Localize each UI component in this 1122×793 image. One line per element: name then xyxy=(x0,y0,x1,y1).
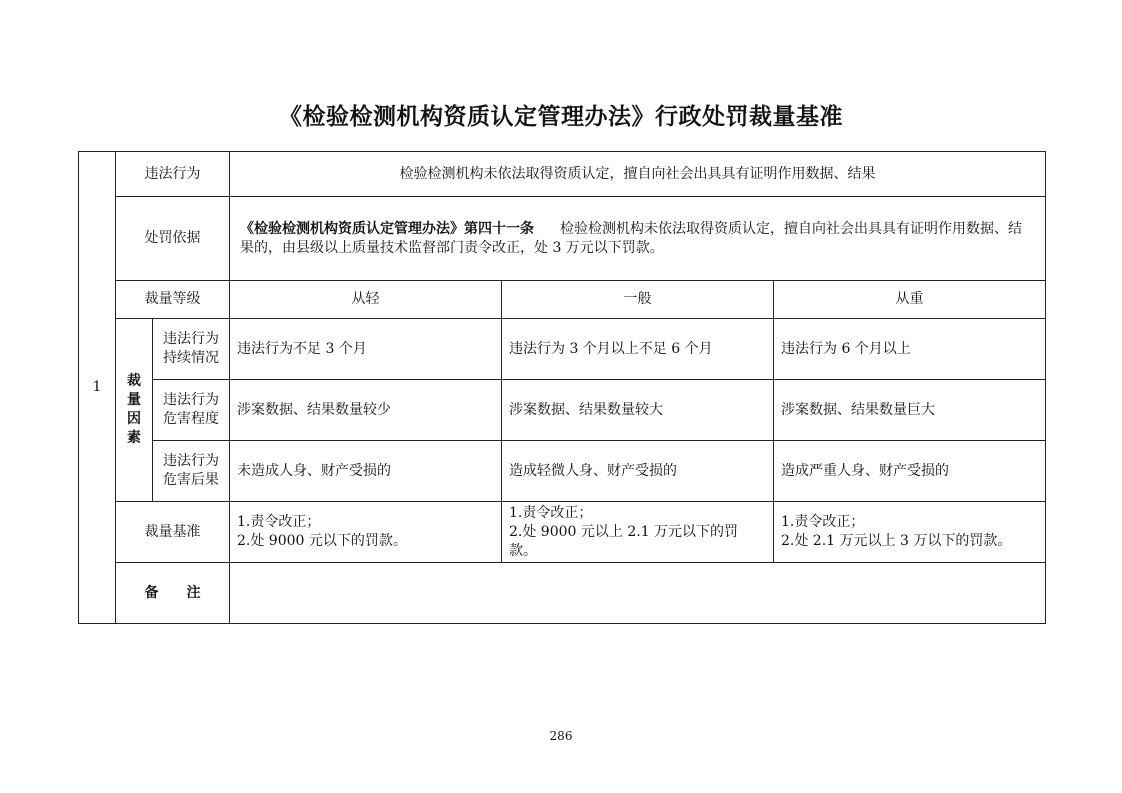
row-number: 1 xyxy=(79,152,116,624)
standard-heavy xyxy=(774,502,1046,563)
standard-line: 2.处 9000 元以上 2.1 万元以下的罚款。 xyxy=(509,523,739,559)
basis-text: 检验检测机构未依法取得资质认定，擅自向社会出具具有证明作用数据、结果的，由县级以上质量技术监督部门责令改正，处 3 万元以下罚款。 xyxy=(240,220,1022,256)
level-light: 从轻 xyxy=(230,281,502,319)
factors-label-char: 量 xyxy=(127,392,141,408)
document-title: 《检验检测机构资质认定管理办法》行政处罚裁量基准 xyxy=(279,104,843,130)
penalty-discretion-table xyxy=(78,151,1046,624)
factor-normal: 涉案数据、结果数量较大 xyxy=(502,380,774,441)
standard-line: 1.责令改正； xyxy=(237,514,321,530)
standard-label: 裁量基准 xyxy=(116,502,230,563)
remarks-text xyxy=(230,563,1046,624)
factor-name xyxy=(153,319,230,380)
page-number: 286 xyxy=(549,729,573,743)
factor-normal: 造成轻微人身、财产受损的 xyxy=(502,441,774,502)
violation-text: 检验检测机构未依法取得资质认定，擅自向社会出具具有证明作用数据、结果 xyxy=(230,152,1046,197)
factor-light: 未造成人身、财产受损的 xyxy=(230,441,502,502)
levels-label: 裁量等级 xyxy=(116,281,230,319)
factor-heavy: 造成严重人身、财产受损的 xyxy=(774,441,1046,502)
factor-row xyxy=(79,380,1046,441)
factor-name-line: 危害程度 xyxy=(163,411,219,427)
factor-name-line: 违法行为 xyxy=(163,392,219,408)
standard-normal xyxy=(502,502,774,563)
violation-row xyxy=(79,152,1046,197)
factors-label xyxy=(116,319,153,502)
factor-name-line: 违法行为 xyxy=(163,453,219,469)
remarks-label: 备 注 xyxy=(116,563,230,624)
factor-name xyxy=(153,441,230,502)
factors-label-char: 裁 xyxy=(127,373,141,389)
standard-line: 1.责令改正； xyxy=(509,504,593,521)
factor-name-line: 持续情况 xyxy=(163,350,219,366)
factor-name-line: 违法行为 xyxy=(163,331,219,347)
factor-light: 违法行为不足 3 个月 xyxy=(230,319,502,380)
level-normal: 一般 xyxy=(502,281,774,319)
factor-heavy: 涉案数据、结果数量巨大 xyxy=(774,380,1046,441)
standard-line: 1.责令改正； xyxy=(781,514,865,530)
basis-label: 处罚依据 xyxy=(116,197,230,281)
violation-label: 违法行为 xyxy=(116,152,230,197)
factor-row xyxy=(79,319,1046,380)
basis-cell xyxy=(230,197,1046,281)
factor-normal: 违法行为 3 个月以上不足 6 个月 xyxy=(502,319,774,380)
basis-reference: 《检验检测机构资质认定管理办法》第四十一条 xyxy=(240,220,534,237)
standard-light xyxy=(230,502,502,563)
levels-row xyxy=(79,281,1046,319)
factor-name xyxy=(153,380,230,441)
factor-heavy: 违法行为 6 个月以上 xyxy=(774,319,1046,380)
factor-row xyxy=(79,441,1046,502)
factors-label-char: 素 xyxy=(127,430,141,446)
factor-name-line: 危害后果 xyxy=(163,472,219,488)
level-heavy: 从重 xyxy=(774,281,1046,319)
standard-line: 2.处 9000 元以下的罚款。 xyxy=(237,533,407,549)
basis-row xyxy=(79,197,1046,281)
factors-label-char: 因 xyxy=(127,411,141,427)
factor-light: 涉案数据、结果数量较少 xyxy=(230,380,502,441)
standard-row xyxy=(79,502,1046,563)
standard-line: 2.处 2.1 万元以上 3 万以下的罚款。 xyxy=(781,533,1012,549)
remarks-row xyxy=(79,563,1046,624)
